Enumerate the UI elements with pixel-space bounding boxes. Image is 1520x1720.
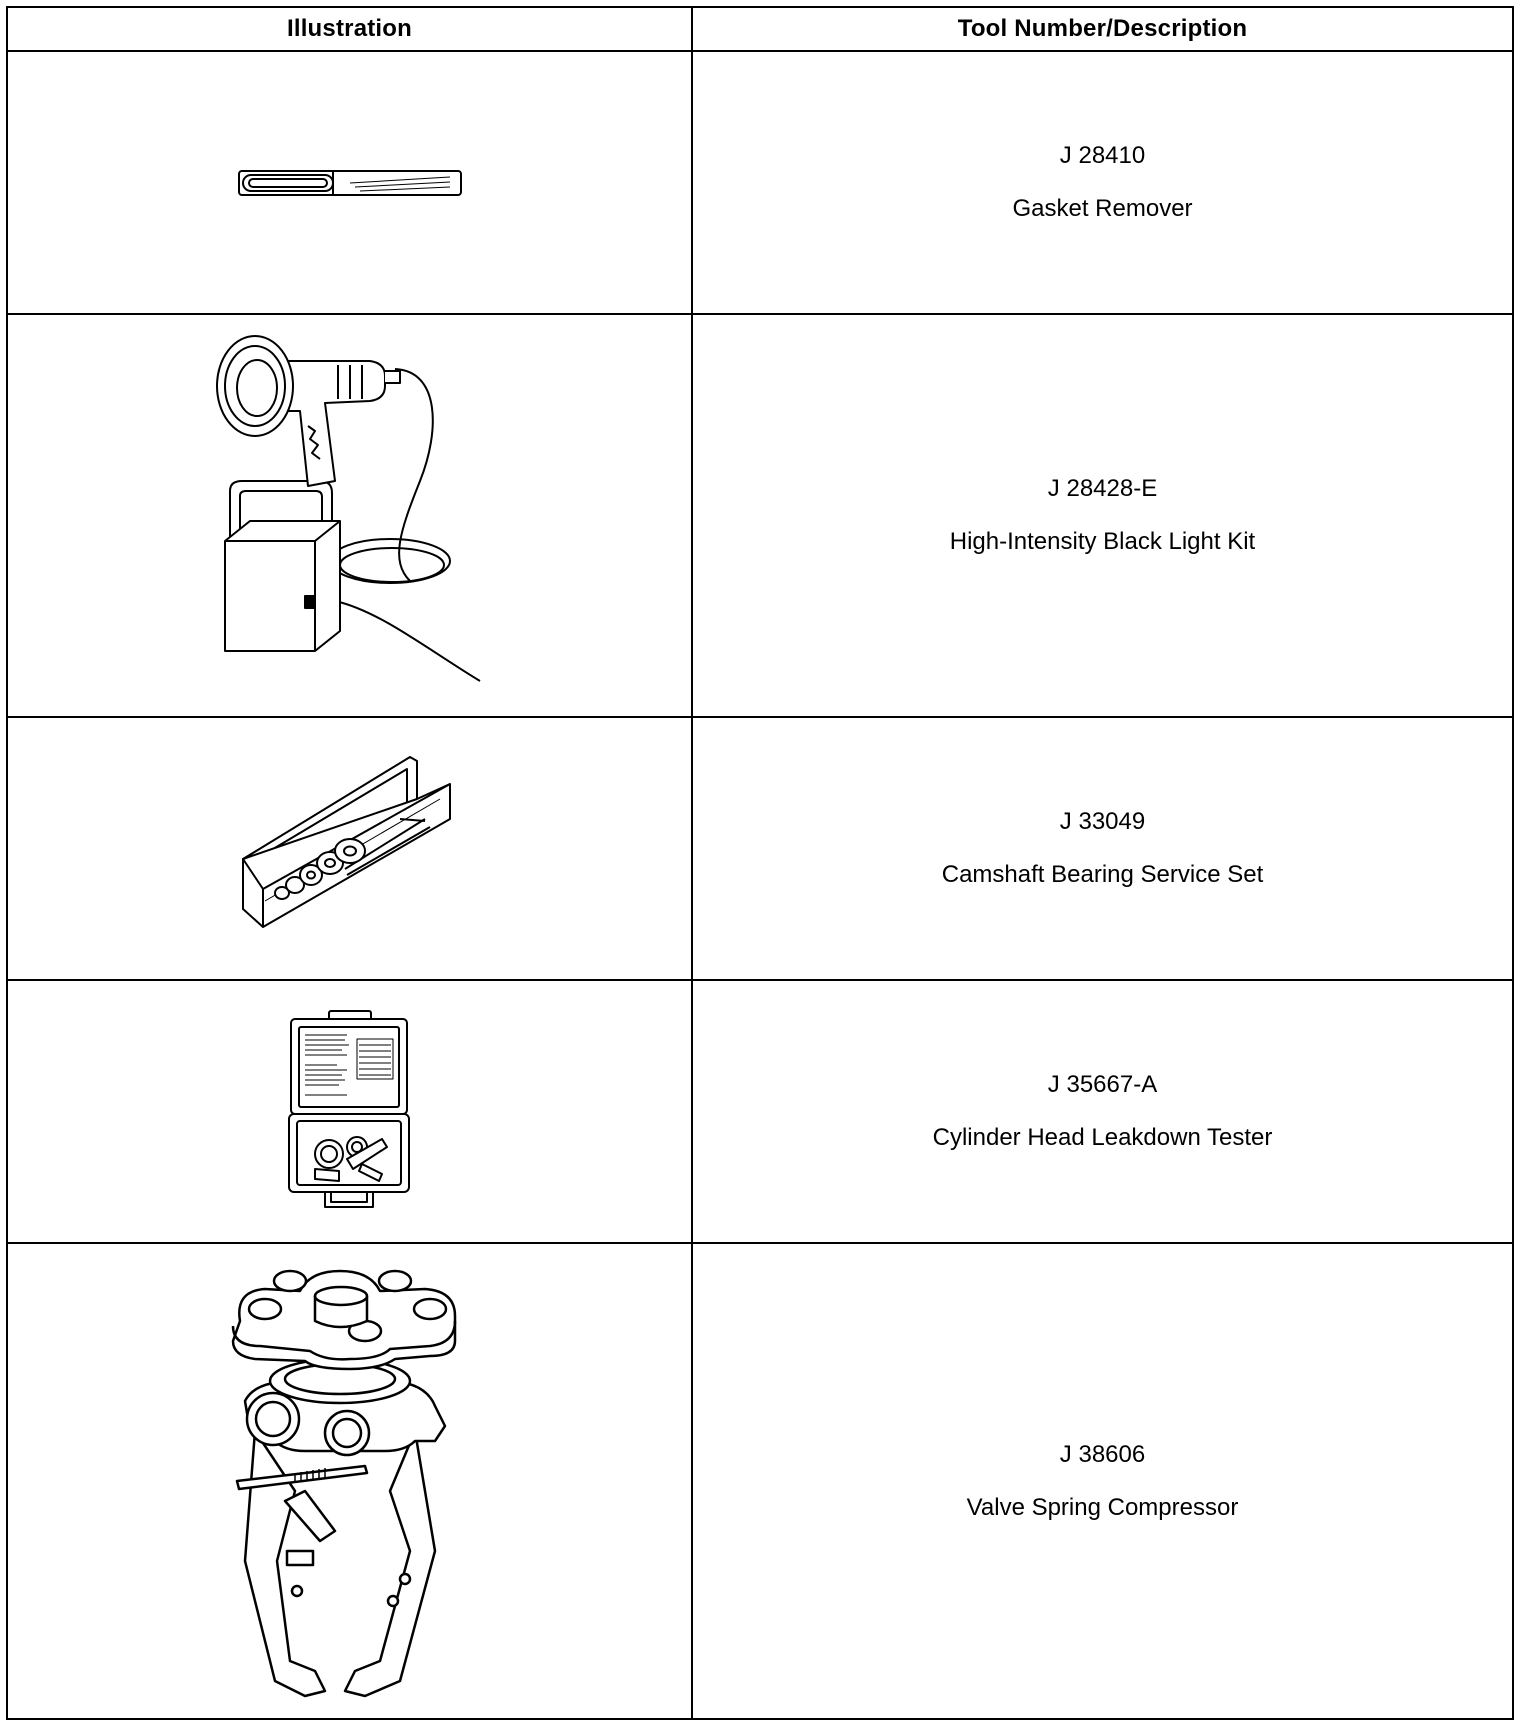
- tool-table: [6, 6, 1514, 1720]
- tool-number: J 38606: [1059, 1440, 1146, 1468]
- leakdown-tester-icon: [287, 1009, 412, 1214]
- tool-number: J 33049: [1059, 808, 1146, 835]
- table-row: [8, 50, 1512, 313]
- table-row: [8, 1242, 1512, 1718]
- description-cell: [693, 1244, 1512, 1718]
- tool-description: Camshaft Bearing Service Set: [941, 861, 1264, 888]
- table-row: [8, 716, 1512, 979]
- table-row: [8, 313, 1512, 716]
- header-tool-description: Tool Number/Description: [957, 15, 1248, 42]
- table-row: [8, 979, 1512, 1242]
- tool-description: Valve Spring Compressor: [966, 1493, 1239, 1521]
- tool-description: Gasket Remover: [1012, 195, 1193, 222]
- tool-number: J 28428-E: [1047, 475, 1158, 502]
- description-cell: [693, 981, 1512, 1242]
- header-illustration: Illustration: [286, 15, 413, 42]
- header-tool-cell: [693, 8, 1512, 50]
- tool-description: Cylinder Head Leakdown Tester: [932, 1124, 1273, 1151]
- description-cell: [693, 52, 1512, 313]
- black-light-kit-icon: [210, 331, 490, 701]
- illustration-cell: [8, 1244, 693, 1718]
- header-illustration-cell: [8, 8, 693, 50]
- tool-description: High-Intensity Black Light Kit: [949, 528, 1256, 555]
- description-cell: [693, 718, 1512, 979]
- illustration-cell: [8, 315, 693, 716]
- camshaft-bearing-set-icon: [235, 749, 465, 949]
- gasket-remover-icon: [235, 163, 465, 203]
- tool-number: J 35667-A: [1047, 1071, 1158, 1098]
- tool-number: J 28410: [1059, 142, 1146, 169]
- illustration-cell: [8, 981, 693, 1242]
- description-cell: [693, 315, 1512, 716]
- illustration-cell: [8, 52, 693, 313]
- illustration-cell: [8, 718, 693, 979]
- valve-spring-compressor-icon: [215, 1251, 485, 1711]
- table-header-row: [8, 8, 1512, 50]
